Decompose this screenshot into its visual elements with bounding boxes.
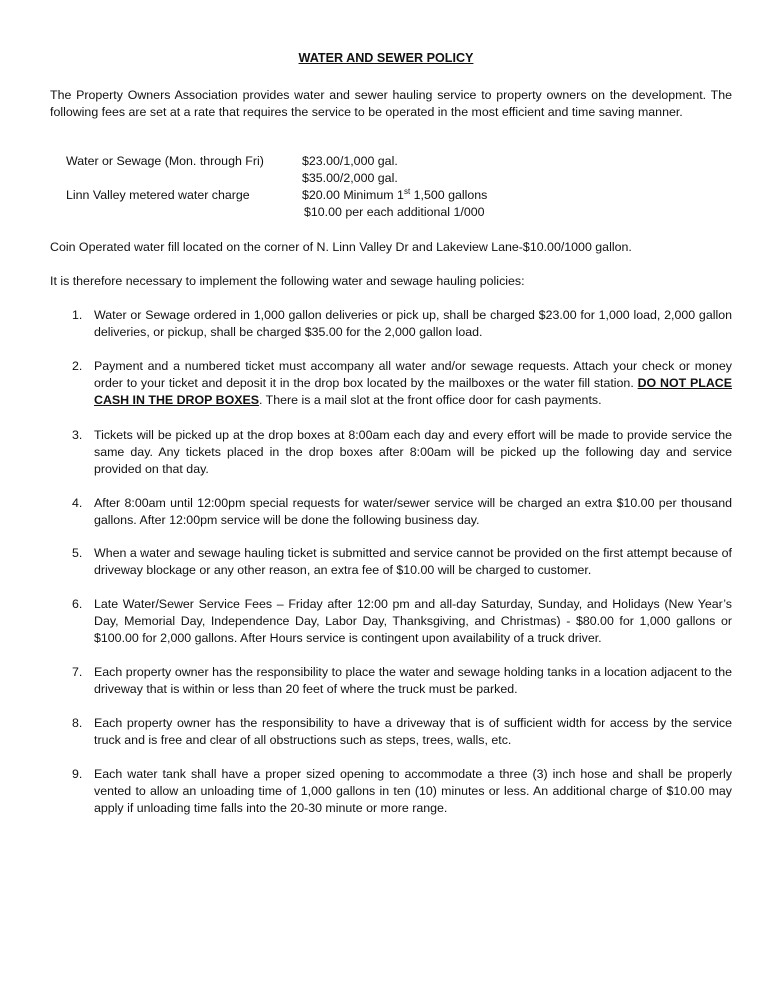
coin-operated-note: Coin Operated water fill located on the corner of N. Linn Valley Dr and Lakeview Lane-$10.00/1000 gallon. [50, 240, 632, 254]
fee-row-water-sewage [66, 153, 666, 170]
policy-text: Late Water/Sewer Service Fees – Friday after 12:00 pm and all-day Saturday, Sunday, and Holidays (New Year’s Day, Memorial Day, Independence Day, Labor Day, Thanksgiving, and Christmas) - $80.00 for 1,000 gallons or $100.00 for 2,000 gallons. After Hours service is contingent upon availability of a truck driver. [94, 597, 732, 645]
policy-text: After 8:00am until 12:00pm special requests for water/sewer service will be charged an extra $10.00 per thousand gallons. After 12:00pm service will be done the following business day. [94, 496, 732, 527]
policy-number: 6. [72, 597, 83, 611]
policy-number: 9. [72, 767, 83, 781]
fee-value-2000-gal: $35.00/2,000 gal. [302, 171, 398, 185]
policy-number: 8. [72, 716, 83, 730]
fee-row-additional [66, 204, 666, 221]
fee-value-1000-gal: $23.00/1,000 gal. [302, 154, 398, 168]
policy-text: Tickets will be picked up at the drop boxes at 8:00am each day and every effort will be made to provide service the same day. Any tickets placed in the drop boxes after 8:00am will be picked up the following day and service provided on that day. [94, 428, 732, 476]
policy-number: 2. [72, 359, 83, 373]
policy-text: Each water tank shall have a proper sized opening to accommodate a three (3) inch hose and shall be properly vented to allow an unloading time of 1,000 gallons in ten (10) minutes or less. An additional charge of $10.00 may apply if unloading time falls into the 20-30 minute or more range. [94, 767, 732, 815]
fee-row-metered [66, 187, 666, 204]
policy-text: Each property owner has the responsibility to place the water and sewage holding tanks in a location adjacent to the driveway that is within or less than 20 feet of where the truck must be parked. [94, 665, 732, 696]
policy-text: Payment and a numbered ticket must accompany all water and/or sewage requests. Attach your check or money order to your ticket and deposit it in the drop box located by the mailboxes or the water fill station. DO NOT PLACE CASH IN THE DROP BOXES. There is a mail slot at the front office door for cash payments. [94, 359, 733, 407]
policies-intro: It is therefore necessary to implement the following water and sewage hauling policies: [50, 274, 525, 288]
page-title: WATER AND SEWER POLICY [298, 51, 474, 65]
policy-number: 3. [72, 428, 83, 442]
policy-number: 7. [72, 665, 83, 679]
intro-paragraph: The Property Owners Association provides water and sewer hauling service to property owners on the development. The following fees are set at a rate that requires the service to be operated in the most efficient and time saving manner. [50, 88, 732, 119]
policy-number: 1. [72, 308, 83, 322]
fee-value-additional: $10.00 per each additional 1/000 [304, 205, 485, 219]
policy-number: 4. [72, 496, 83, 510]
policy-number: 5. [72, 546, 83, 560]
fee-row-2000-gal [66, 170, 666, 187]
policy-text: Water or Sewage ordered in 1,000 gallon deliveries or pick up, shall be charged $23.00 for 1,000 load, 2,000 gallon deliveries, or pickup, shall be charged $35.00 for the 2,000 gallon load. [94, 308, 732, 339]
fee-schedule [66, 153, 666, 221]
policy-text: Each property owner has the responsibility to have a driveway that is of sufficient width for access by the service truck and is free and clear of all obstructions such as steps, trees, walls, etc. [94, 716, 732, 747]
cash-warning: DO NOT PLACE CASH IN THE DROP BOXES [94, 376, 733, 407]
policy-text: When a water and sewage hauling ticket is submitted and service cannot be provided on the first attempt because of driveway blockage or any other reason, an extra fee of $10.00 will be charged to customer. [94, 546, 732, 577]
fee-label-water-sewage: Water or Sewage (Mon. through Fri) [66, 154, 264, 168]
fee-value-metered-minimum: $20.00 Minimum 1st 1,500 gallons [302, 186, 488, 202]
fee-label-metered: Linn Valley metered water charge [66, 188, 250, 202]
